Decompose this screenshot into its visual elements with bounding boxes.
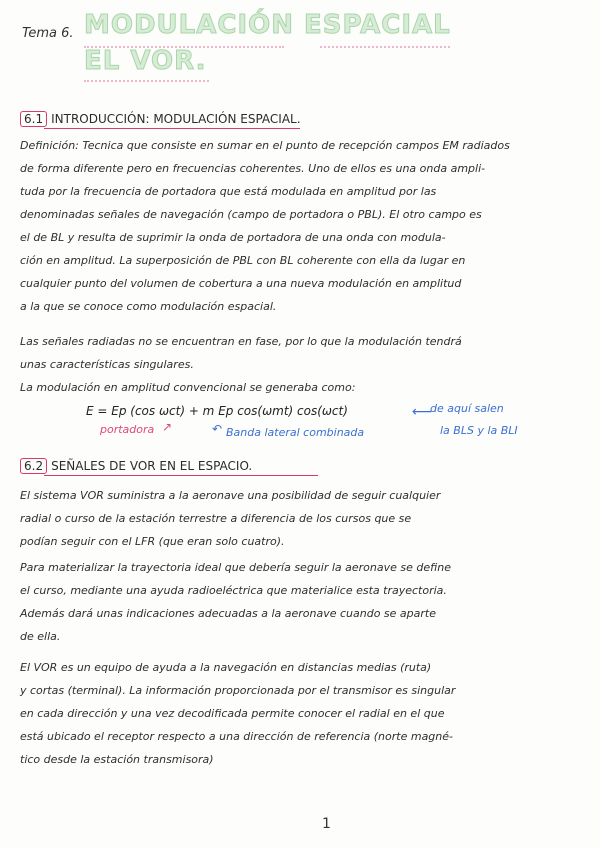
text-line: de forma diferente pero en frecuencias coherentes. Uno de ellos es una onda ampli-: [20, 162, 486, 175]
section-heading-6-1: [20, 111, 301, 127]
paragraph-phase: [20, 330, 580, 376]
text-line: a la que se conoce como modulación espacial.: [20, 300, 277, 313]
text-line: en cada dirección y una vez decodificada permite conocer el radial en el que: [20, 707, 445, 720]
text-line: y cortas (terminal). La información proporcionada por el transmisor es singular: [20, 684, 456, 697]
paragraph-definition: [20, 134, 580, 318]
text-line: el curso, mediante una ayuda radioeléctrica que materialice esta trayectoria.: [20, 584, 447, 597]
text-line: denominadas señales de navegación (campo de portadora o PBL). El otro campo es: [20, 208, 482, 221]
formula: E = Ep (cos ωct) + m Ep cos(ωmt) cos(ωct): [86, 404, 348, 418]
title-underline-2: [320, 46, 450, 48]
label-banda-lateral: Banda lateral combinada: [226, 426, 365, 439]
title-underline-3: [84, 80, 209, 82]
text-line: Las señales radiadas no se encuentran en fase, por lo que la modulación tendrá: [20, 335, 462, 348]
arrow-curve-icon: ↶: [212, 422, 223, 436]
arrow-up-icon: ↗: [162, 420, 173, 434]
arrow-left-icon: ⟵: [412, 404, 433, 420]
text-line: ción en amplitud. La superposición de PBL con BL coherente con ella da lugar en: [20, 254, 466, 267]
text-line: está ubicado el receptor respecto a una dirección de referencia (norte magné-: [20, 730, 454, 743]
label-side-2: la BLS y la BLI: [440, 424, 518, 437]
section-title: INTRODUCCIÓN: MODULACIÓN ESPACIAL.: [51, 112, 301, 126]
text-line: Para materializar la trayectoria ideal que debería seguir la aeronave se define: [20, 561, 451, 574]
text-line: tico desde la estación transmisora): [20, 753, 214, 766]
section-number: 6.1: [20, 111, 47, 127]
paragraph-vor-definition: [20, 656, 580, 771]
paragraph-vor-intro: [20, 484, 580, 553]
topic-label: Tema 6.: [22, 26, 74, 41]
text-line: La modulación en amplitud convencional se generaba como:: [20, 381, 356, 394]
text-line: radial o curso de la estación terrestre a diferencia de los cursos que se: [20, 512, 412, 525]
text-line: El VOR es un equipo de ayuda a la navegación en distancias medias (ruta): [20, 661, 432, 674]
text-line: podían seguir con el LFR (que eran solo cuatro).: [20, 535, 285, 548]
page-title-line1: MODULACIÓN ESPACIAL: [84, 10, 451, 40]
text-line: Además dará unas indicaciones adecuadas a la aeronave cuando se aparte: [20, 607, 436, 620]
page-number: 1: [322, 816, 331, 832]
section-underline: [44, 128, 300, 129]
paragraph-trayectoria: [20, 556, 580, 648]
page-title-line2: EL VOR.: [84, 46, 207, 76]
text-line: cualquier punto del volumen de cobertura a una nueva modulación en amplitud: [20, 277, 462, 290]
label-side-1: de aquí salen: [430, 402, 504, 415]
section-heading-6-2: [20, 458, 252, 474]
text-line: de ella.: [20, 630, 61, 643]
text-line: El sistema VOR suministra a la aeronave una posibilidad de seguir cualquier: [20, 489, 441, 502]
section-number: 6.2: [20, 458, 47, 474]
text-line: el de BL y resulta de suprimir la onda de portadora de una onda con modula-: [20, 231, 446, 244]
text-line: tuda por la frecuencia de portadora que está modulada en amplitud por las: [20, 185, 437, 198]
section-title: SEÑALES DE VOR EN EL ESPACIO.: [51, 459, 253, 473]
section-underline: [44, 475, 318, 476]
paragraph-am: [20, 376, 580, 399]
text-line: unas características singulares.: [20, 358, 194, 371]
label-portadora: portadora: [100, 423, 155, 436]
text-line: Definición: Tecnica que consiste en sumar en el punto de recepción campos EM radiados: [20, 139, 510, 152]
